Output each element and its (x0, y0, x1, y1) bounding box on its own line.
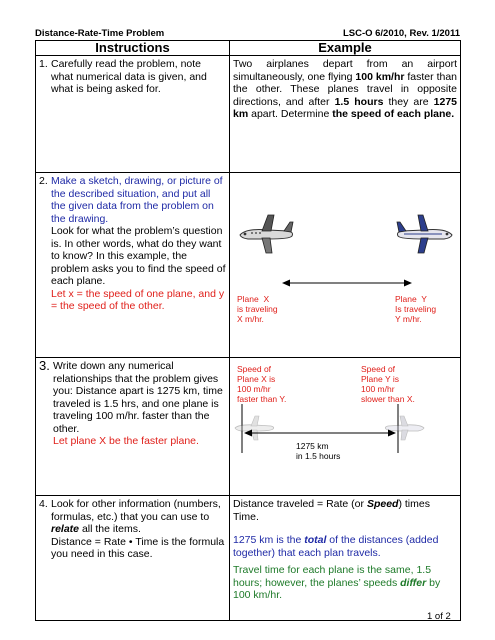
plane-y-icon (397, 215, 452, 253)
step-text-red: Let plane X be the faster plane. (53, 435, 199, 447)
problem-text: faster than the other. These planes travel in opposite directions, and after (233, 70, 458, 108)
step-number: 1. (39, 58, 48, 70)
problem-value: 100 km/hr (355, 70, 405, 83)
problem-value: 1275 km (233, 95, 457, 120)
distance-label: 1275 km in 1.5 hours (296, 441, 341, 461)
step-1-example (230, 56, 461, 173)
problem-text: Two airplanes depart from an airport simultaneously, one flying (233, 58, 457, 83)
step-3-instruction (36, 358, 230, 496)
step-number: 2. (39, 175, 48, 187)
example-line-3 (233, 564, 457, 602)
speed-y-label: Speed of Plane Y is 100 m/hr slower than X. (361, 364, 415, 404)
formula-text: Distance = Rate • Time is the formula you need in this case. (51, 535, 225, 560)
instructions-heading: Instructions (36, 41, 230, 56)
plane-y-label: Plane Y Is traveling Y m/hr. (395, 294, 437, 324)
step-text-emphasis: relate (51, 523, 80, 535)
example-line-2 (233, 534, 457, 559)
step-text-red: Let x = the speed of one plane, and y = the speed of the other. (51, 287, 225, 312)
example-text: 1275 km is the (233, 534, 305, 546)
step-2-instruction (36, 173, 230, 358)
example-line-1 (233, 498, 457, 523)
problem-text: they are (383, 95, 434, 108)
plane-x-icon (240, 215, 293, 253)
example-emphasis: differ (400, 576, 427, 589)
step-4-instruction (36, 496, 230, 621)
step-text-part: Look for other information (numbers, formulas, etc.) that you can use to (51, 498, 221, 523)
worksheet-table (35, 40, 461, 621)
plane-x-label: Plane X is traveling X m/hr. (237, 294, 278, 324)
step-1-instruction (36, 56, 230, 173)
plane-y-faded-icon (385, 416, 424, 440)
planes-diagram (230, 173, 460, 356)
page-number: 1 of 2 (427, 611, 451, 622)
speed-x-label: Speed of Plane X is 100 m/hr faster than Y. (237, 364, 287, 404)
relationship-diagram (230, 358, 460, 494)
example-text: Travel time for each plane is the same, 1.5 hours; however, the planes’ speeds (233, 564, 432, 589)
step-text: Look for what the problem’s question is. In other words, what do they want to know? In this example, the problem asks you to find the speed of each plane. (51, 225, 226, 287)
step-text-blue: Make a sketch, drawing, or picture of the described situation, and put all the given data from the problem on the drawing. (51, 175, 223, 225)
step-number: 4. (39, 498, 48, 510)
distance-arrow (282, 280, 412, 287)
step-3-example (230, 358, 461, 496)
problem-question: the speed of each plane. (332, 108, 455, 120)
example-emphasis: total (304, 534, 327, 546)
step-number: 3. (39, 358, 50, 373)
example-text: by 100 km/hr. (233, 576, 441, 601)
header-title: Distance-Rate-Time Problem (35, 28, 165, 39)
step-text-part: all the items. (79, 523, 141, 535)
step-4-example (230, 496, 461, 621)
example-emphasis: Speed (366, 498, 399, 510)
problem-text: apart. Determine (248, 108, 333, 120)
problem-value: 1.5 hours (334, 95, 384, 108)
step-2-example (230, 173, 461, 358)
example-text: Distance traveled = Rate (or (233, 498, 367, 510)
example-text: of the distances (added together) that each plan travels. (233, 534, 439, 559)
example-heading: Example (230, 41, 461, 56)
step-text: Write down any numerical relationships that the problem gives you: Distance apart is 1275 km, time traveled is 1.5 hrs, and one plane is traveling 100 m/hr. faster than the other. (53, 360, 223, 435)
example-text: ) times Time. (233, 498, 430, 523)
step-text: Carefully read the problem, note what numerical data is given, and what is being asked for. (51, 58, 207, 95)
plane-x-faded-icon (235, 416, 274, 440)
step-text (51, 498, 226, 536)
header-revision: LSC-O 6/2010, Rev. 1/2011 (342, 28, 460, 39)
